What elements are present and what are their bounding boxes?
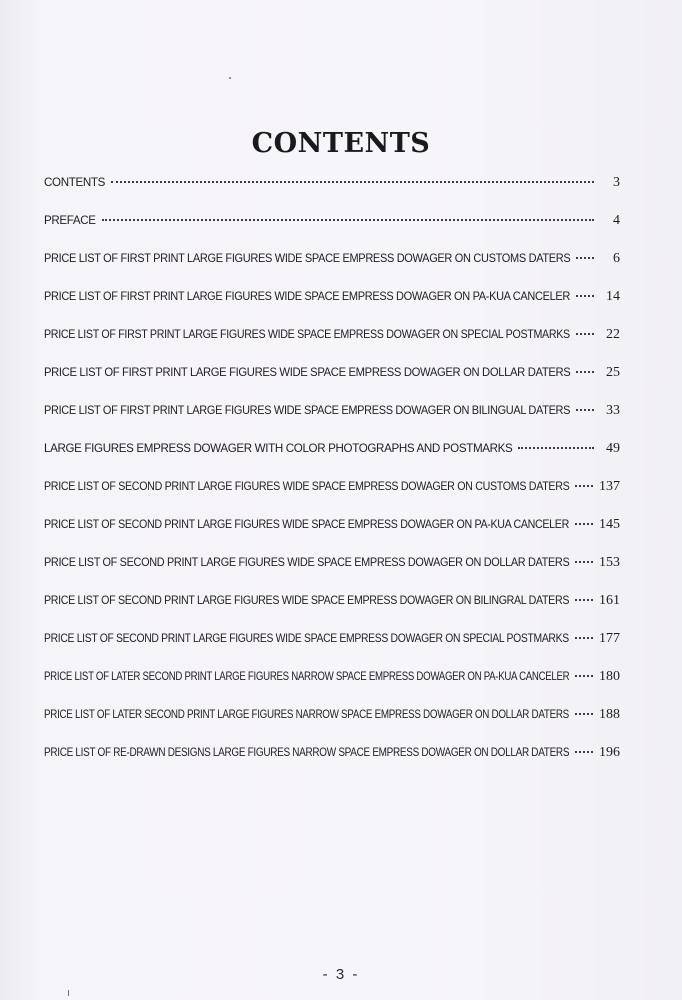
toc-entry-page-number: 177 — [599, 631, 620, 646]
toc-entry-page-number: 6 — [613, 251, 620, 266]
page-title: CONTENTS — [251, 128, 431, 160]
toc-entry — [44, 700, 620, 738]
dot-leader — [575, 561, 593, 563]
dot-leader — [576, 295, 594, 297]
toc-entry — [44, 282, 620, 320]
dot-leader — [575, 599, 593, 601]
dot-leader — [575, 637, 593, 639]
toc-entry-page-number: 49 — [606, 441, 620, 456]
toc-entry-title: PRICE LIST OF RE-DRAWN DESIGNS LARGE FIGURES NARROW SPACE EMPRESS DOWAGER ON DOLLAR DATERS — [44, 746, 570, 759]
toc-entry-page-number: 4 — [613, 213, 620, 228]
toc-entry-title: PRICE LIST OF LATER SECOND PRINT LARGE FIGURES NARROW SPACE EMPRESS DOWAGER ON DOLLAR DATERS — [44, 708, 569, 721]
toc-entry-page-number: 180 — [599, 669, 620, 684]
toc-entry — [44, 472, 620, 510]
dot-leader — [111, 181, 594, 183]
toc-entry-title: CONTENTS — [44, 176, 105, 189]
toc-entry-title: PRICE LIST OF FIRST PRINT LARGE FIGURES WIDE SPACE EMPRESS DOWAGER ON DOLLAR DATERS — [44, 366, 571, 379]
dot-leader — [575, 713, 593, 715]
toc-entry-title: PREFACE — [44, 214, 96, 227]
toc-entry-page-number: 137 — [599, 479, 620, 494]
paper-speck — [229, 77, 231, 79]
toc-entry — [44, 396, 620, 434]
toc-entry-title: PRICE LIST OF FIRST PRINT LARGE FIGURES WIDE SPACE EMPRESS DOWAGER ON SPECIAL POSTMARKS — [44, 328, 570, 341]
dot-leader — [576, 257, 594, 259]
toc-entry-page-number: 145 — [599, 517, 620, 532]
toc-entry-title: PRICE LIST OF SECOND PRINT LARGE FIGURES WIDE SPACE EMPRESS DOWAGER ON PA-KUA CANCELER — [44, 518, 569, 531]
dot-leader — [102, 219, 594, 221]
toc-entry — [44, 244, 620, 282]
toc-entry-page-number: 188 — [599, 707, 620, 722]
toc-entry — [44, 624, 620, 662]
paper-speck — [68, 990, 69, 996]
toc-entry-title: LARGE FIGURES EMPRESS DOWAGER WITH COLOR PHOTOGRAPHS AND POSTMARKS — [44, 442, 513, 455]
toc-entry-title: PRICE LIST OF SECOND PRINT LARGE FIGURES WIDE SPACE EMPRESS DOWAGER ON BILINGRAL DATERS — [44, 594, 570, 607]
toc-entry-page-number: 33 — [606, 403, 620, 418]
toc-entry-page-number: 3 — [613, 175, 620, 190]
toc-entry — [44, 510, 620, 548]
toc-entry — [44, 320, 620, 358]
dot-leader — [575, 523, 593, 525]
toc-entry-title: PRICE LIST OF FIRST PRINT LARGE FIGURES WIDE SPACE EMPRESS DOWAGER ON BILINGUAL DATERS — [44, 404, 571, 417]
dot-leader — [575, 675, 593, 677]
toc-entry-page-number: 14 — [606, 289, 620, 304]
toc-entry-page-number: 153 — [599, 555, 620, 570]
toc-entry-title: PRICE LIST OF SECOND PRINT LARGE FIGURES WIDE SPACE EMPRESS DOWAGER ON SPECIAL POSTMARKS — [44, 632, 569, 645]
toc-entry-page-number: 25 — [606, 365, 620, 380]
toc-entry — [44, 168, 620, 206]
dot-leader — [575, 485, 593, 487]
dot-leader — [576, 409, 594, 411]
toc-entry — [44, 586, 620, 624]
toc-entry — [44, 434, 620, 472]
dot-leader — [575, 751, 593, 753]
toc-entry-page-number: 196 — [599, 745, 620, 760]
toc-entry — [44, 548, 620, 586]
toc-entry-title: PRICE LIST OF FIRST PRINT LARGE FIGURES WIDE SPACE EMPRESS DOWAGER ON CUSTOMS DATERS — [44, 252, 571, 265]
toc-entry-title: PRICE LIST OF SECOND PRINT LARGE FIGURES WIDE SPACE EMPRESS DOWAGER ON CUSTOMS DATERS — [44, 480, 570, 493]
toc-entry — [44, 358, 620, 396]
table-of-contents — [44, 168, 620, 776]
page-number: - 3 - — [322, 966, 360, 983]
toc-entry — [44, 738, 620, 776]
toc-entry-page-number: 161 — [599, 593, 620, 608]
toc-entry — [44, 662, 620, 700]
toc-entry-page-number: 22 — [606, 327, 620, 342]
dot-leader — [518, 447, 594, 449]
dot-leader — [576, 371, 594, 373]
toc-entry-title: PRICE LIST OF SECOND PRINT LARGE FIGURES WIDE SPACE EMPRESS DOWAGER ON DOLLAR DATERS — [44, 556, 570, 569]
dot-leader — [576, 333, 594, 335]
toc-entry — [44, 206, 620, 244]
toc-entry-title: PRICE LIST OF FIRST PRINT LARGE FIGURES WIDE SPACE EMPRESS DOWAGER ON PA-KUA CANCELER — [44, 290, 570, 303]
toc-entry-title: PRICE LIST OF LATER SECOND PRINT LARGE FIGURES NARROW SPACE EMPRESS DOWAGER ON PA-KUA CANCELER — [44, 670, 570, 683]
